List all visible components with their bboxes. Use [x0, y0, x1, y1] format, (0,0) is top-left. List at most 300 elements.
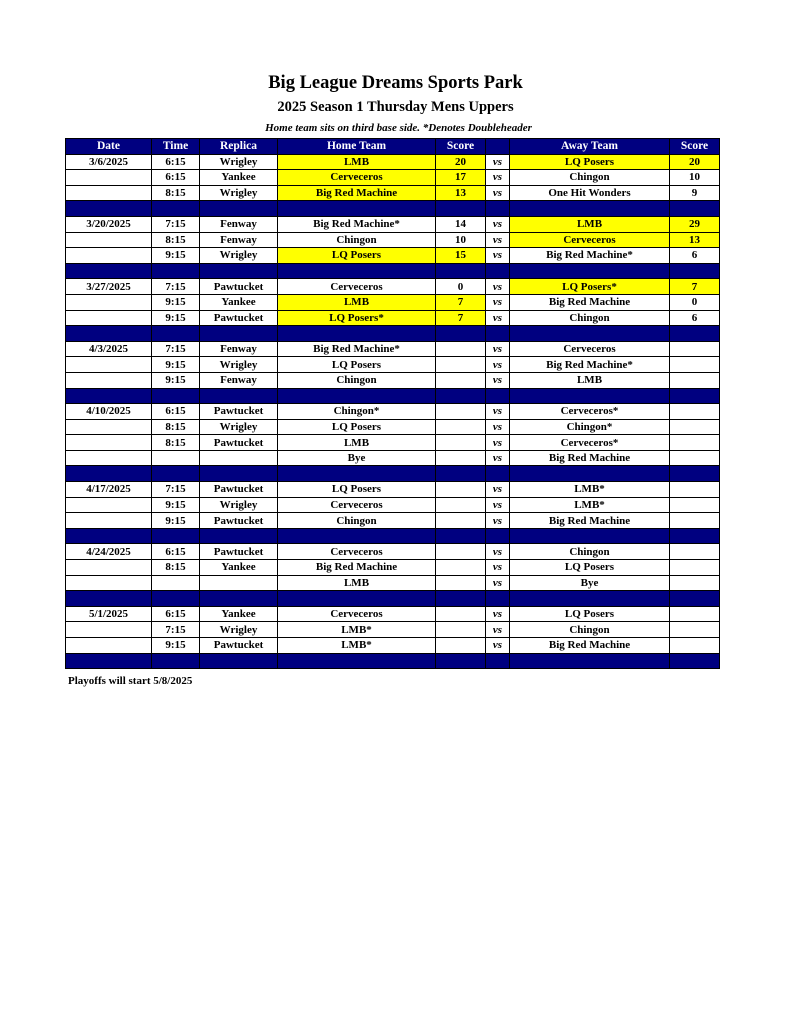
game-row — [66, 232, 720, 248]
date-cell: 5/1/2025 — [66, 606, 152, 622]
vs-cell: vs — [486, 216, 510, 232]
home-score-cell: 13 — [436, 185, 486, 201]
vs-cell: vs — [486, 560, 510, 576]
replica-cell: Pawtucket — [200, 404, 278, 420]
away-score-cell: 0 — [670, 294, 720, 310]
home-team-cell: Bye — [278, 450, 436, 466]
vs-cell: vs — [486, 450, 510, 466]
replica-cell: Pawtucket — [200, 279, 278, 295]
separator-cell — [278, 388, 436, 404]
vs-cell: vs — [486, 435, 510, 451]
week-separator — [66, 528, 720, 544]
home-team-cell: Chingon — [278, 513, 436, 529]
away-team-cell: Big Red Machine — [510, 513, 670, 529]
away-team-cell: Chingon — [510, 544, 670, 560]
home-score-cell — [436, 450, 486, 466]
separator-cell — [66, 263, 152, 279]
separator-cell — [670, 528, 720, 544]
home-score-cell — [436, 404, 486, 420]
away-score-cell — [670, 606, 720, 622]
away-team-cell: Big Red Machine* — [510, 248, 670, 264]
date-cell — [66, 357, 152, 373]
home-score-cell — [436, 638, 486, 654]
replica-cell: Yankee — [200, 560, 278, 576]
time-cell: 9:15 — [152, 497, 200, 513]
separator-cell — [152, 263, 200, 279]
away-score-cell: 7 — [670, 279, 720, 295]
game-row — [66, 248, 720, 264]
date-cell — [66, 170, 152, 186]
away-team-cell: LQ Posers* — [510, 279, 670, 295]
vs-cell: vs — [486, 154, 510, 170]
game-row — [66, 560, 720, 576]
separator-cell — [152, 201, 200, 217]
replica-cell: Pawtucket — [200, 482, 278, 498]
away-team-cell: Cerveceros — [510, 232, 670, 248]
game-row — [66, 606, 720, 622]
home-team-cell: LQ Posers — [278, 357, 436, 373]
replica-cell: Wrigley — [200, 248, 278, 264]
time-cell: 8:15 — [152, 419, 200, 435]
vs-cell: vs — [486, 482, 510, 498]
separator-cell — [152, 466, 200, 482]
col-date: Date — [66, 139, 152, 155]
away-score-cell — [670, 357, 720, 373]
time-cell: 6:15 — [152, 170, 200, 186]
time-cell: 8:15 — [152, 232, 200, 248]
date-cell: 4/17/2025 — [66, 482, 152, 498]
away-score-cell: 29 — [670, 216, 720, 232]
week-separator — [66, 263, 720, 279]
home-score-cell — [436, 482, 486, 498]
separator-cell — [486, 326, 510, 342]
away-score-cell: 6 — [670, 248, 720, 264]
date-cell: 3/6/2025 — [66, 154, 152, 170]
separator-cell — [510, 466, 670, 482]
date-cell: 3/20/2025 — [66, 216, 152, 232]
game-row — [66, 170, 720, 186]
vs-cell: vs — [486, 372, 510, 388]
schedule-note: Home team sits on third base side. *Denotes Doubleheader — [265, 122, 532, 134]
week-separator — [66, 653, 720, 669]
vs-cell: vs — [486, 279, 510, 295]
vs-cell: vs — [486, 170, 510, 186]
time-cell: 6:15 — [152, 404, 200, 420]
away-team-cell: Chingon — [510, 622, 670, 638]
separator-cell — [436, 591, 486, 607]
game-row — [66, 513, 720, 529]
away-score-cell — [670, 450, 720, 466]
date-cell — [66, 435, 152, 451]
away-team-cell: Big Red Machine — [510, 450, 670, 466]
time-cell: 7:15 — [152, 341, 200, 357]
game-row — [66, 497, 720, 513]
time-cell — [152, 450, 200, 466]
date-cell — [66, 232, 152, 248]
replica-cell: Wrigley — [200, 185, 278, 201]
separator-cell — [66, 528, 152, 544]
home-team-cell: Big Red Machine* — [278, 341, 436, 357]
date-cell — [66, 513, 152, 529]
time-cell: 6:15 — [152, 606, 200, 622]
away-score-cell — [670, 372, 720, 388]
separator-cell — [278, 653, 436, 669]
time-cell: 9:15 — [152, 638, 200, 654]
away-team-cell: Cerveceros* — [510, 435, 670, 451]
separator-cell — [670, 263, 720, 279]
home-team-cell: Big Red Machine — [278, 560, 436, 576]
separator-cell — [670, 326, 720, 342]
home-score-cell — [436, 435, 486, 451]
time-cell: 9:15 — [152, 357, 200, 373]
vs-cell: vs — [486, 185, 510, 201]
game-row — [66, 575, 720, 591]
vs-cell: vs — [486, 575, 510, 591]
separator-cell — [152, 326, 200, 342]
separator-cell — [486, 201, 510, 217]
away-team-cell: Cerveceros* — [510, 404, 670, 420]
col-home-score: Score — [436, 139, 486, 155]
home-score-cell: 15 — [436, 248, 486, 264]
separator-cell — [66, 388, 152, 404]
date-cell — [66, 497, 152, 513]
home-team-cell: Cerveceros — [278, 279, 436, 295]
separator-cell — [486, 388, 510, 404]
separator-cell — [152, 528, 200, 544]
game-row — [66, 372, 720, 388]
page-subtitle: 2025 Season 1 Thursday Mens Uppers — [277, 99, 514, 115]
schedule-body — [66, 154, 720, 669]
header-row — [66, 139, 720, 155]
date-cell — [66, 372, 152, 388]
home-score-cell — [436, 606, 486, 622]
home-score-cell: 14 — [436, 216, 486, 232]
separator-cell — [200, 201, 278, 217]
home-team-cell: LMB — [278, 435, 436, 451]
game-row — [66, 404, 720, 420]
home-score-cell — [436, 357, 486, 373]
separator-cell — [486, 653, 510, 669]
away-team-cell: Chingon — [510, 170, 670, 186]
col-away-score: Score — [670, 139, 720, 155]
separator-cell — [200, 591, 278, 607]
away-score-cell — [670, 560, 720, 576]
away-score-cell — [670, 341, 720, 357]
home-team-cell: Chingon* — [278, 404, 436, 420]
replica-cell: Wrigley — [200, 622, 278, 638]
date-cell — [66, 560, 152, 576]
home-team-cell: Cerveceros — [278, 544, 436, 560]
date-cell: 3/27/2025 — [66, 279, 152, 295]
date-cell: 4/10/2025 — [66, 404, 152, 420]
separator-cell — [200, 528, 278, 544]
game-row — [66, 185, 720, 201]
replica-cell: Fenway — [200, 216, 278, 232]
away-score-cell: 13 — [670, 232, 720, 248]
vs-cell: vs — [486, 497, 510, 513]
replica-cell: Wrigley — [200, 357, 278, 373]
date-cell — [66, 294, 152, 310]
time-cell: 9:15 — [152, 372, 200, 388]
game-row — [66, 450, 720, 466]
home-score-cell — [436, 544, 486, 560]
replica-cell — [200, 450, 278, 466]
separator-cell — [66, 653, 152, 669]
separator-cell — [66, 591, 152, 607]
replica-cell: Wrigley — [200, 497, 278, 513]
date-cell — [66, 638, 152, 654]
replica-cell — [200, 575, 278, 591]
separator-cell — [436, 653, 486, 669]
separator-cell — [510, 528, 670, 544]
col-replica: Replica — [200, 139, 278, 155]
away-team-cell: One Hit Wonders — [510, 185, 670, 201]
home-team-cell: LMB — [278, 575, 436, 591]
home-team-cell: LMB — [278, 154, 436, 170]
away-score-cell: 6 — [670, 310, 720, 326]
away-score-cell — [670, 497, 720, 513]
time-cell: 7:15 — [152, 482, 200, 498]
replica-cell: Pawtucket — [200, 638, 278, 654]
separator-cell — [152, 653, 200, 669]
separator-cell — [436, 326, 486, 342]
separator-cell — [670, 466, 720, 482]
game-row — [66, 622, 720, 638]
separator-cell — [670, 201, 720, 217]
away-score-cell — [670, 544, 720, 560]
footer-note: Playoffs will start 5/8/2025 — [68, 675, 193, 687]
replica-cell: Pawtucket — [200, 513, 278, 529]
separator-cell — [510, 326, 670, 342]
time-cell: 7:15 — [152, 622, 200, 638]
away-team-cell: Chingon* — [510, 419, 670, 435]
home-team-cell: Cerveceros — [278, 606, 436, 622]
away-team-cell: LQ Posers — [510, 606, 670, 622]
away-team-cell: LMB — [510, 372, 670, 388]
separator-cell — [510, 263, 670, 279]
away-team-cell: Bye — [510, 575, 670, 591]
week-separator — [66, 466, 720, 482]
separator-cell — [670, 653, 720, 669]
home-team-cell: LQ Posers — [278, 482, 436, 498]
week-separator — [66, 201, 720, 217]
separator-cell — [278, 466, 436, 482]
game-row — [66, 216, 720, 232]
separator-cell — [66, 326, 152, 342]
replica-cell: Fenway — [200, 372, 278, 388]
away-score-cell: 9 — [670, 185, 720, 201]
separator-cell — [436, 201, 486, 217]
away-score-cell — [670, 638, 720, 654]
time-cell: 9:15 — [152, 294, 200, 310]
date-cell — [66, 450, 152, 466]
replica-cell: Yankee — [200, 170, 278, 186]
home-score-cell: 10 — [436, 232, 486, 248]
home-team-cell: Chingon — [278, 232, 436, 248]
home-score-cell — [436, 419, 486, 435]
game-row — [66, 154, 720, 170]
replica-cell: Pawtucket — [200, 544, 278, 560]
vs-cell: vs — [486, 357, 510, 373]
vs-cell: vs — [486, 622, 510, 638]
away-score-cell — [670, 513, 720, 529]
away-score-cell: 20 — [670, 154, 720, 170]
time-cell: 9:15 — [152, 310, 200, 326]
vs-cell: vs — [486, 248, 510, 264]
away-score-cell — [670, 482, 720, 498]
time-cell: 9:15 — [152, 248, 200, 264]
time-cell: 8:15 — [152, 185, 200, 201]
home-score-cell: 17 — [436, 170, 486, 186]
home-score-cell: 0 — [436, 279, 486, 295]
vs-cell: vs — [486, 404, 510, 420]
separator-cell — [66, 201, 152, 217]
home-team-cell: LMB — [278, 294, 436, 310]
home-score-cell — [436, 497, 486, 513]
home-team-cell: Cerveceros — [278, 497, 436, 513]
separator-cell — [278, 528, 436, 544]
col-away-team: Away Team — [510, 139, 670, 155]
replica-cell: Wrigley — [200, 419, 278, 435]
vs-cell: vs — [486, 606, 510, 622]
vs-cell: vs — [486, 232, 510, 248]
replica-cell: Yankee — [200, 606, 278, 622]
away-team-cell: Big Red Machine* — [510, 357, 670, 373]
home-team-cell: LQ Posers* — [278, 310, 436, 326]
separator-cell — [200, 326, 278, 342]
date-cell — [66, 185, 152, 201]
home-score-cell — [436, 575, 486, 591]
home-score-cell — [436, 622, 486, 638]
col-vs — [486, 139, 510, 155]
away-team-cell: Big Red Machine — [510, 638, 670, 654]
home-team-cell: LQ Posers — [278, 248, 436, 264]
date-cell — [66, 310, 152, 326]
game-row — [66, 419, 720, 435]
time-cell: 7:15 — [152, 279, 200, 295]
separator-cell — [436, 263, 486, 279]
home-team-cell: LMB* — [278, 638, 436, 654]
separator-cell — [200, 388, 278, 404]
vs-cell: vs — [486, 341, 510, 357]
vs-cell: vs — [486, 638, 510, 654]
home-team-cell: Big Red Machine — [278, 185, 436, 201]
separator-cell — [486, 263, 510, 279]
week-separator — [66, 388, 720, 404]
home-score-cell — [436, 513, 486, 529]
away-team-cell: LMB* — [510, 482, 670, 498]
away-team-cell: LMB* — [510, 497, 670, 513]
home-team-cell: Chingon — [278, 372, 436, 388]
away-score-cell: 10 — [670, 170, 720, 186]
vs-cell: vs — [486, 294, 510, 310]
separator-cell — [152, 591, 200, 607]
separator-cell — [200, 653, 278, 669]
date-cell: 4/24/2025 — [66, 544, 152, 560]
vs-cell: vs — [486, 310, 510, 326]
week-separator — [66, 326, 720, 342]
replica-cell: Fenway — [200, 341, 278, 357]
time-cell: 9:15 — [152, 513, 200, 529]
separator-cell — [200, 466, 278, 482]
vs-cell: vs — [486, 419, 510, 435]
time-cell: 7:15 — [152, 216, 200, 232]
separator-cell — [278, 326, 436, 342]
home-team-cell: Cerveceros — [278, 170, 436, 186]
separator-cell — [66, 466, 152, 482]
replica-cell: Pawtucket — [200, 435, 278, 451]
home-score-cell — [436, 560, 486, 576]
separator-cell — [486, 591, 510, 607]
replica-cell: Wrigley — [200, 154, 278, 170]
separator-cell — [278, 201, 436, 217]
separator-cell — [510, 591, 670, 607]
date-cell — [66, 248, 152, 264]
separator-cell — [510, 388, 670, 404]
away-score-cell — [670, 404, 720, 420]
home-score-cell: 7 — [436, 310, 486, 326]
away-score-cell — [670, 435, 720, 451]
separator-cell — [200, 263, 278, 279]
home-score-cell — [436, 372, 486, 388]
separator-cell — [436, 528, 486, 544]
game-row — [66, 279, 720, 295]
date-cell — [66, 575, 152, 591]
separator-cell — [486, 528, 510, 544]
separator-cell — [278, 591, 436, 607]
time-cell: 6:15 — [152, 154, 200, 170]
away-team-cell: Cerveceros — [510, 341, 670, 357]
away-score-cell — [670, 575, 720, 591]
separator-cell — [436, 388, 486, 404]
separator-cell — [152, 388, 200, 404]
week-separator — [66, 591, 720, 607]
separator-cell — [510, 201, 670, 217]
away-team-cell: Big Red Machine — [510, 294, 670, 310]
home-score-cell: 7 — [436, 294, 486, 310]
away-team-cell: LQ Posers — [510, 560, 670, 576]
away-team-cell: LQ Posers — [510, 154, 670, 170]
date-cell — [66, 622, 152, 638]
game-row — [66, 482, 720, 498]
separator-cell — [486, 466, 510, 482]
separator-cell — [670, 591, 720, 607]
col-time: Time — [152, 139, 200, 155]
date-cell — [66, 419, 152, 435]
home-team-cell: Big Red Machine* — [278, 216, 436, 232]
replica-cell: Pawtucket — [200, 310, 278, 326]
home-team-cell: LQ Posers — [278, 419, 436, 435]
game-row — [66, 357, 720, 373]
schedule-table — [65, 138, 720, 669]
time-cell: 8:15 — [152, 435, 200, 451]
game-row — [66, 638, 720, 654]
home-team-cell: LMB* — [278, 622, 436, 638]
away-team-cell: LMB — [510, 216, 670, 232]
time-cell — [152, 575, 200, 591]
game-row — [66, 310, 720, 326]
game-row — [66, 544, 720, 560]
col-home-team: Home Team — [278, 139, 436, 155]
away-score-cell — [670, 622, 720, 638]
separator-cell — [436, 466, 486, 482]
home-score-cell — [436, 341, 486, 357]
replica-cell: Fenway — [200, 232, 278, 248]
vs-cell: vs — [486, 513, 510, 529]
replica-cell: Yankee — [200, 294, 278, 310]
time-cell: 8:15 — [152, 560, 200, 576]
page-title: Big League Dreams Sports Park — [268, 73, 523, 93]
